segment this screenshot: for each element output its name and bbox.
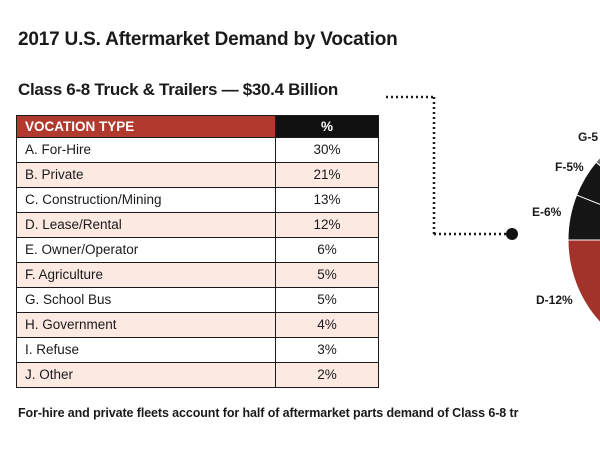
vocation-percent-cell: 21% [276, 163, 379, 188]
vocation-percent-cell: 3% [276, 338, 379, 363]
vocation-percent-cell: 2% [276, 363, 379, 388]
vocation-percent-cell: 5% [276, 263, 379, 288]
chart-footnote: For-hire and private fleets account for half of aftermarket parts demand of Class 6-8 tr [18, 406, 519, 420]
chart-subtitle: Class 6-8 Truck & Trailers — $30.4 Billion [18, 80, 338, 99]
vocation-percent-cell: 12% [276, 213, 379, 238]
vocation-name-cell: E. Owner/Operator [17, 238, 276, 263]
vocation-name-cell: I. Refuse [17, 338, 276, 363]
pie-label-d: D-12% [536, 293, 573, 307]
pie-label-g: G-5 [578, 130, 599, 144]
slice-d [568, 240, 600, 324]
vocation-name-cell: G. School Bus [17, 288, 276, 313]
pie-label-e: E-6% [532, 205, 562, 219]
vocation-name-cell: C. Construction/Mining [17, 188, 276, 213]
vocation-name-cell: F. Agriculture [17, 263, 276, 288]
vocation-percent-cell: 5% [276, 288, 379, 313]
vocation-name-cell: D. Lease/Rental [17, 213, 276, 238]
vocation-percent-cell: 6% [276, 238, 379, 263]
vocation-percent-cell: 13% [276, 188, 379, 213]
vocation-name-cell: J. Other [17, 363, 276, 388]
chart-title: 2017 U.S. Aftermarket Demand by Vocation [18, 29, 398, 50]
header-percent: % [276, 116, 379, 138]
vocation-percent-cell: 30% [276, 138, 379, 163]
vocation-percent-cell: 4% [276, 313, 379, 338]
leader-dot [506, 228, 518, 240]
header-vocation-type: VOCATION TYPE [17, 116, 276, 138]
vocation-name-cell: H. Government [17, 313, 276, 338]
pie-label-f: F-5% [555, 160, 584, 174]
vocation-name-cell: B. Private [17, 163, 276, 188]
vocation-name-cell: A. For-Hire [17, 138, 276, 163]
